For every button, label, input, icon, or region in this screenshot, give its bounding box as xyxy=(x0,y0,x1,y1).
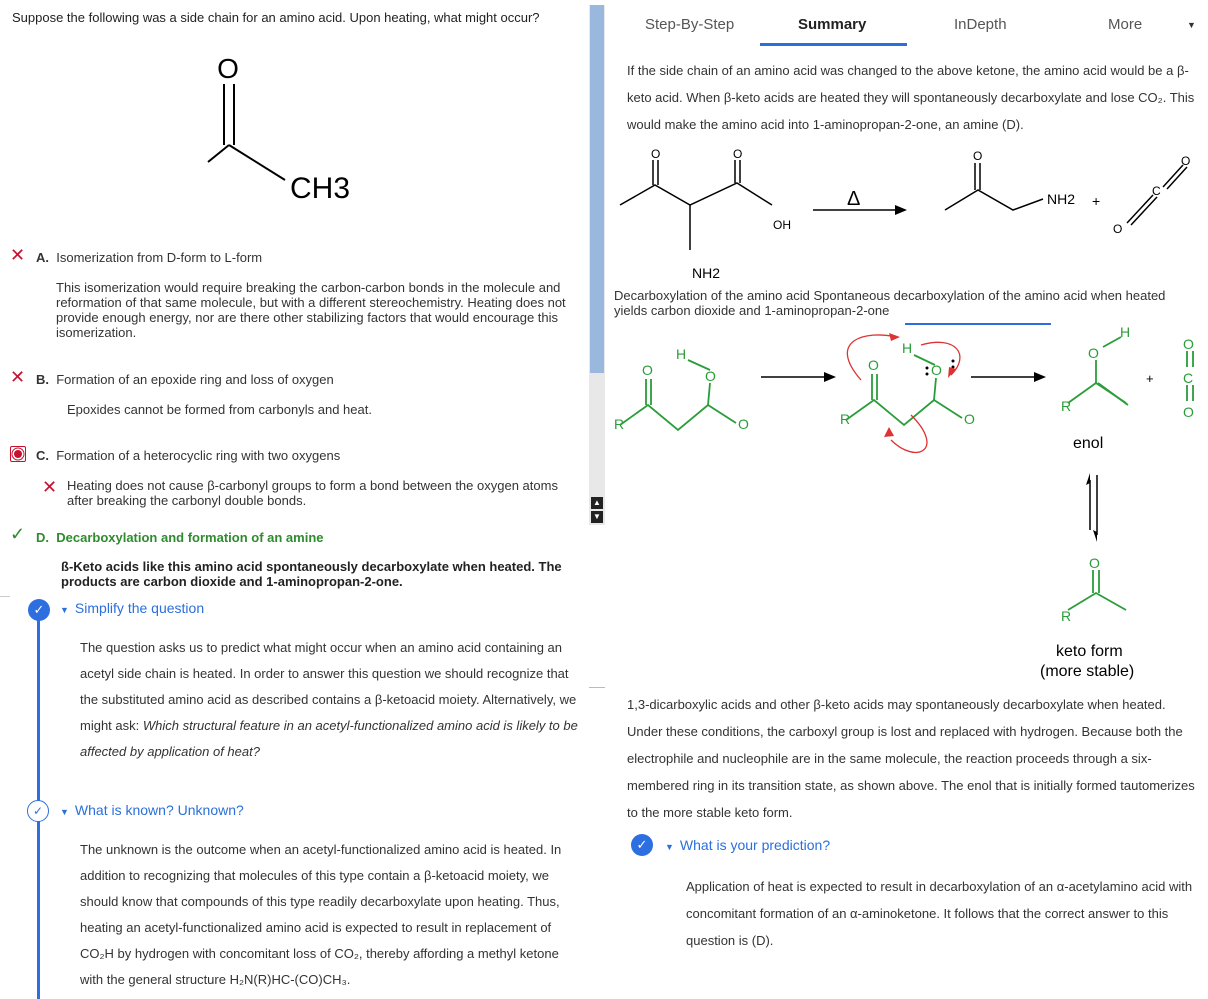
svg-text:O: O xyxy=(217,53,239,84)
option-a-explanation: This isomerization would require breaking the carbon-carbon bonds in the molecule and reformation of that same molecule, but with a different stereochemistry. Heating does not provide enough energy, nor are there other stabilizing factors that would encourage this isomerization. xyxy=(56,280,566,340)
incorrect-x-icon: ✕ xyxy=(42,477,58,497)
option-d[interactable]: D. Decarboxylation and formation of an amine xyxy=(36,530,324,545)
svg-text:+: + xyxy=(1146,371,1154,386)
divider xyxy=(589,687,605,688)
svg-text:C: C xyxy=(1152,184,1161,198)
step-2-toggle[interactable]: ▼ What is known? Unknown? xyxy=(60,802,244,818)
option-d-explanation: ß-Keto acids like this amino acid spontaneously decarboxylate when heated. The products are carbon dioxide and 1-aminopropan-2-one. xyxy=(61,559,562,589)
svg-text:C: C xyxy=(1183,370,1194,386)
caret-down-icon: ▼ xyxy=(60,807,69,817)
explanation-text: 1,3-dicarboxylic acids and other β-keto acids may spontaneously decarboxylate when heated. Under these conditions, the carboxyl group is lost and replaced with hydrogen. Because both the electrophile and nucleophile are in the same molecule, the reaction proceeds through a six-membered ring in its transition state, as shown above. The enol that is initially formed tautomerizes to the more stable keto form. xyxy=(627,697,1195,820)
svg-text:(more stable): (more stable) xyxy=(1040,663,1135,680)
svg-text:enol: enol xyxy=(1073,435,1104,452)
chevron-down-icon[interactable]: ▼ xyxy=(1187,20,1196,30)
incorrect-x-icon: ✕ xyxy=(10,367,26,387)
svg-text:O: O xyxy=(1088,345,1099,361)
caret-down-icon: ▼ xyxy=(665,842,674,852)
tab-summary[interactable]: Summary xyxy=(798,16,867,33)
svg-text:O: O xyxy=(1183,404,1194,420)
step-1-text: The question asks us to predict what might occur when an amino acid containing an acetyl side chain is heated. In order to answer this question we should recognize that the substituted amino acid as described contains a β-ketoacid moiety. Alternatively, we might ask: Which structural feature in an acetyl-functionalized amino acid is likely to be affected by application of heat? xyxy=(80,640,578,759)
ch3-label: CH3 xyxy=(290,172,351,205)
step-2-text: The unknown is the outcome when an acetyl-functionalized amino acid is heated. In addition to recognizing that molecules of this type contain a β-ketoacid moiety, we should know that compounds of this type readily decarboxylate upon heating. Thus, heating an acetyl-functionalized amino acid is expected to result in replacement of CO₂H by hydrogen with concomitant loss of CO₂, thereby affording a methyl ketone with the general structure H₂N(R)HC-(CO)CH₃. xyxy=(80,842,562,987)
scrollbar-thumb[interactable] xyxy=(590,5,604,373)
mechanism-scheme xyxy=(606,325,1208,685)
svg-text:R: R xyxy=(614,416,625,432)
svg-text:H: H xyxy=(1120,325,1131,340)
summary-text: If the side chain of an amino acid was changed to the above ketone, the amino acid would be a β-keto acid. When β-keto acids are heated they will spontaneously decarboxylate and lose CO₂. This would make the amino acid into 1-aminopropan-2-one, an amine (D). xyxy=(627,63,1195,132)
svg-text:O: O xyxy=(738,416,749,432)
svg-text:NH2: NH2 xyxy=(1047,191,1076,207)
step-check-outline-icon: ✓ xyxy=(27,800,49,822)
divider xyxy=(0,596,10,597)
svg-text:O: O xyxy=(931,362,942,378)
svg-text:H: H xyxy=(676,346,687,362)
option-b[interactable]: B. Formation of an epoxide ring and loss of oxygen xyxy=(36,372,334,387)
svg-text:R: R xyxy=(840,411,851,427)
svg-text:R: R xyxy=(1061,398,1072,414)
svg-text:O: O xyxy=(1089,555,1100,571)
svg-text:OH: OH xyxy=(773,218,791,232)
svg-text:O: O xyxy=(973,149,983,163)
svg-text:O: O xyxy=(642,362,653,378)
svg-text:O: O xyxy=(1183,336,1194,352)
scroll-up-icon[interactable]: ▲ xyxy=(591,497,603,509)
prediction-text: Application of heat is expected to result in decarboxylation of an α-acetylamino acid with concomitant formation of an α-aminoketone. It follows that the correct answer to this question is (D). xyxy=(686,879,1193,948)
svg-text:O: O xyxy=(1181,154,1191,168)
svg-text:O: O xyxy=(1113,222,1123,236)
incorrect-x-icon: ✕ xyxy=(10,245,26,265)
question-text: Suppose the following was a side chain for an amino acid. Upon heating, what might occur? xyxy=(12,10,540,25)
side-chain-structure xyxy=(190,50,390,210)
tab-indepth[interactable]: InDepth xyxy=(954,16,1007,33)
svg-text:O: O xyxy=(733,147,743,161)
svg-text:NH2: NH2 xyxy=(692,265,721,281)
active-tab-indicator xyxy=(760,43,907,46)
tab-more[interactable]: More xyxy=(1108,16,1143,33)
option-b-explanation: Epoxides cannot be formed from carbonyls and heat. xyxy=(67,402,372,417)
correct-check-icon: ✓ xyxy=(10,524,26,544)
svg-text:O: O xyxy=(651,147,661,161)
option-a[interactable]: A. Isomerization from D-form to L-form xyxy=(36,250,263,265)
prediction-toggle[interactable]: ▼ What is your prediction? xyxy=(665,837,831,853)
step-complete-check-icon: ✓ xyxy=(631,834,653,856)
svg-text:+: + xyxy=(1092,193,1101,209)
decarboxylation-scheme xyxy=(615,145,1205,285)
caret-down-icon: ▼ xyxy=(60,605,69,615)
svg-text:Δ: Δ xyxy=(847,188,861,210)
svg-text:O: O xyxy=(964,411,975,427)
scroll-down-icon[interactable]: ▼ xyxy=(591,511,603,523)
option-c-explanation: Heating does not cause β-carbonyl groups to form a bond between the oxygen atoms after breaking the carbonyl double bonds. xyxy=(67,478,558,508)
svg-text:H: H xyxy=(902,340,913,356)
scheme-caption: Decarboxylation of the amino acid Spontaneous decarboxylation of the amino acid when heated yields carbon dioxide and 1-aminopropan-2-one xyxy=(614,288,1166,318)
svg-text:keto form: keto form xyxy=(1056,643,1123,660)
svg-text:O: O xyxy=(705,368,716,384)
svg-text:O: O xyxy=(868,357,879,373)
selected-radio-icon[interactable] xyxy=(10,446,26,462)
option-c[interactable]: C. Formation of a heterocyclic ring with two oxygens xyxy=(36,448,341,463)
step-1-toggle[interactable]: ▼ Simplify the question xyxy=(60,600,205,616)
tab-step-by-step[interactable]: Step-By-Step xyxy=(645,16,735,33)
svg-text:R: R xyxy=(1061,608,1072,624)
step-complete-check-icon: ✓ xyxy=(28,599,50,621)
